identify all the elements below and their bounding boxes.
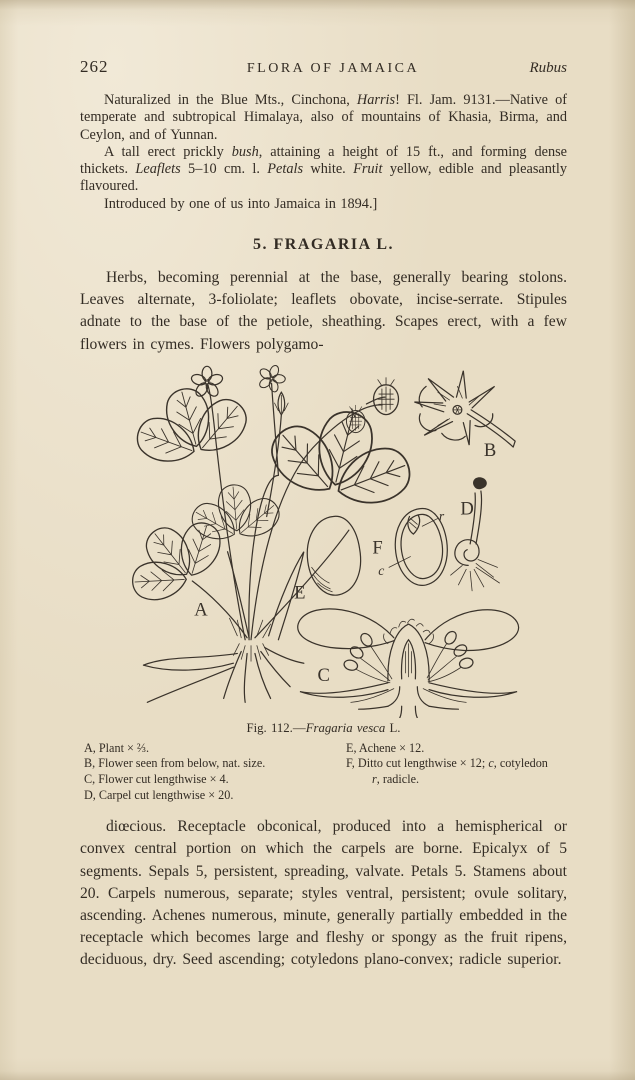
figure-label-carpel: D	[460, 498, 474, 520]
legend-item-d: D, Carpel cut lengthwise × 20.	[84, 787, 234, 802]
botanical-drawing	[126, 358, 558, 718]
legend-item-e: E, Achene × 12.	[346, 740, 425, 755]
figure-legend-right-column	[346, 741, 567, 803]
running-header-genus: Rubus	[529, 60, 567, 76]
page-number: 262	[80, 57, 109, 76]
legend-item-b: B, Flower seen from below, nat. size.	[84, 756, 266, 771]
paragraph-introduced: Introduced by one of us into Jamaica in 1894.]	[104, 195, 378, 212]
figure-label-plant: A	[194, 599, 208, 621]
legend-item-a: A, Plant × ⅔.	[84, 740, 150, 755]
flower-from-below-drawing	[414, 371, 515, 447]
flower-section-drawing	[298, 609, 519, 718]
paragraph-genus-intro: Herbs, becoming perennial at the base, generally bearing stolons. Leaves alternate, 3-foliolate; leaflets obovate, incise-serrate. Stipules adnate to the base of the petiole, sheathing. Scapes erect, with a few flowers in cymes. Flowers polygamo-	[80, 269, 567, 353]
figure-label-radicle: r	[438, 508, 445, 524]
figure-label-flower-below: B	[483, 439, 497, 461]
running-header	[80, 57, 567, 77]
figure-label-cotyledon: c	[378, 563, 385, 579]
legend-item-r: r, radicle.	[372, 772, 420, 787]
figure-legend-left-column	[80, 741, 346, 803]
carpel-drawing	[451, 477, 500, 591]
figure-label-achene: E	[294, 582, 306, 604]
legend-item-c: C, Flower cut lengthwise × 4.	[84, 772, 229, 787]
figure-legend	[80, 741, 567, 803]
paragraph-genus-description: diœcious. Receptacle obconical, produced into a hemispherical or convex central portion on which the carpels are borne. Epicalyx of 5 segments. Sepals 5, persistent, spreading, valvate. Petals 5. Stamens about 20. Carpels numerous, separate; styles ventral, persistent; ovule solitary, ascending. Achenes numerous, minute, generally partially embedded in the receptacle which becomes large and fleshy or spongy as the fruit ripens, deciduous, dry. Seed ascending; cotyledons plano-convex; radicle superior.	[80, 818, 567, 969]
paragraph-naturalized: Naturalized in the Blue Mts., Cinchona, Harris! Fl. Jam. 9131.—Native of temperate and subtropical Himalaya, also of mountains of Khasia, Birma, and Ceylon, and of Yunnan.	[80, 92, 567, 143]
page-content	[80, 0, 567, 972]
running-title: FLORA OF JAMAICA	[246, 61, 420, 76]
figure-illustration	[126, 358, 558, 718]
figure-label-achene-section: F	[372, 537, 383, 559]
section-heading: 5. FRAGARIA L.	[252, 236, 394, 254]
legend-item-f: F, Ditto cut lengthwise × 12; c, cotyledon	[346, 756, 548, 771]
achene-drawing	[307, 516, 360, 595]
paragraph-description: A tall erect prickly bush, attaining a height of 15 ft., and forming dense thickets. Leaflets 5–10 cm. l. Petals white. Fruit yellow, edible and pleasantly flavoured.	[80, 143, 568, 195]
figure-label-flower-section: C	[317, 664, 330, 686]
figure-caption: Fig. 112.—Fragaria vesca L.	[246, 720, 401, 735]
plant-drawing	[126, 361, 431, 703]
